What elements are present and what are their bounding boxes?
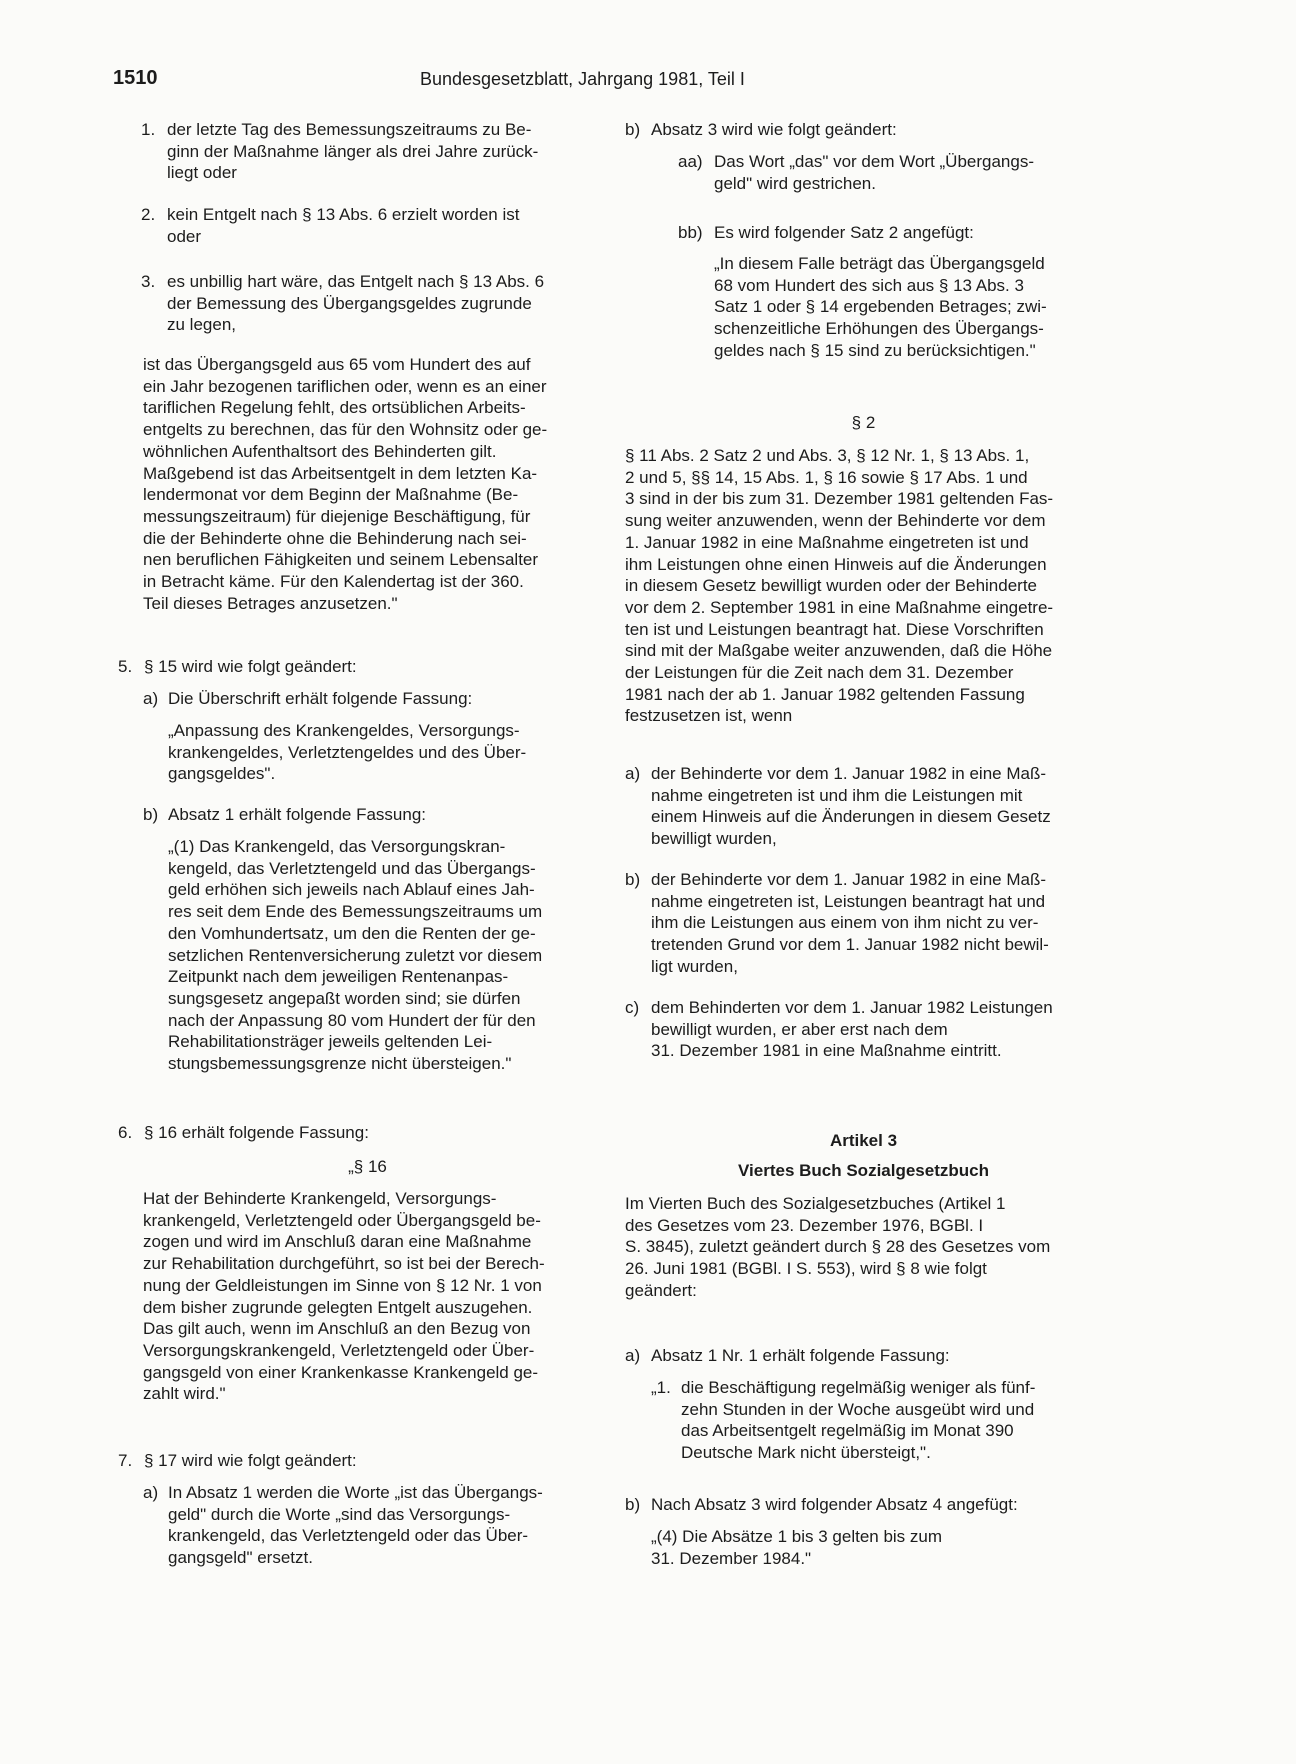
text-line: „Anpassung des Krankengeldes, Versorgungs- — [168, 721, 520, 740]
text-line: die der Behinderte ohne die Behinderung nach sei- — [143, 528, 527, 548]
text-line: entgelts zu berechnen, das für den Wohnsitz oder ge- — [143, 420, 548, 440]
text-line: ist das Übergangsgeld aus 65 vom Hundert des auf — [143, 355, 531, 374]
text-line: zur Rehabilitation durchgeführt, so ist bei der Berech- — [143, 1254, 545, 1274]
text-line: „In diesem Falle beträgt das Übergangsgeld — [714, 254, 1045, 273]
list-letter: b) — [625, 120, 641, 139]
text-line: sind mit der Maßgabe weiter anzuwenden, daß die Höhe — [625, 641, 1053, 661]
list-number: 7. — [118, 1451, 133, 1470]
list-number: „1. — [651, 1378, 671, 1397]
list-letter: b) — [625, 870, 641, 889]
article-heading: Artikel 3 — [829, 1131, 898, 1150]
text-line: der Behinderte vor dem 1. Januar 1982 in eine Maß- — [651, 764, 1047, 783]
text-line: oder — [167, 226, 202, 246]
list-letter: a) — [143, 1483, 159, 1502]
text-line: Satz 1 oder § 14 ergebenden Betrages; zwi- — [714, 297, 1047, 317]
text-line: Teil dieses Betrages anzusetzen." — [143, 593, 398, 613]
text-line: einem Hinweis auf die Änderungen in diesem Gesetz — [651, 807, 1051, 827]
list-item-5a: Die Überschrift erhält folgende Fassung: — [168, 689, 473, 708]
text-line: Im Vierten Buch des Sozialgesetzbuches (Artikel 1 — [625, 1194, 1006, 1213]
text-line: S. 3845), zuletzt geändert durch § 28 des Gesetzes vom — [625, 1237, 1051, 1257]
list-item-7a — [168, 1482, 592, 1569]
text-line: in Betracht käme. Für den Kalendertag ist der 360. — [143, 572, 524, 592]
list-letter: c) — [625, 998, 640, 1017]
quote-satz-2 — [714, 253, 1102, 362]
text-line: kein Entgelt nach § 13 Abs. 6 erzielt worden ist — [167, 205, 520, 224]
paragraph-16 — [143, 1188, 592, 1405]
text-line: gangsgeldes". — [168, 764, 276, 784]
text-line: bewilligt wurden, — [651, 829, 777, 849]
section-2-item-c — [651, 997, 1102, 1062]
text-line: geld erhöhen sich jeweils nach Ablauf eines Jah- — [168, 880, 535, 900]
text-line: die Beschäftigung regelmäßig weniger als fünf- — [681, 1378, 1036, 1397]
text-line: zu legen, — [167, 315, 236, 335]
list-letter: a) — [143, 689, 159, 708]
text-line: „(1) Das Krankengeld, das Versorgungskran- — [168, 837, 506, 856]
list-item-7: § 17 wird wie folgt geändert: — [144, 1451, 357, 1470]
text-line: den Vomhundertsatz, um den die Renten der ge- — [168, 923, 536, 943]
list-item-5b: Absatz 1 erhält folgende Fassung: — [168, 805, 426, 824]
text-line: 26. Juni 1981 (BGBl. I S. 553), wird § 8 wie folgt — [625, 1259, 987, 1279]
list-item-5: § 15 wird wie folgt geändert: — [144, 657, 357, 676]
list-item-6: § 16 erhält folgende Fassung: — [144, 1123, 369, 1142]
text-line: vor dem 2. September 1981 in eine Maßnahme eingetre- — [625, 597, 1054, 617]
text-line: krankengeldes, Verletztengeldes und des Über- — [168, 742, 527, 762]
text-line: Das Wort „das" vor dem Wort „Übergangs- — [714, 152, 1035, 171]
section-2-item-b — [651, 869, 1102, 978]
text-line: 2 und 5, §§ 14, 15 Abs. 1, § 16 sowie § 17 Abs. 1 und — [625, 467, 1028, 487]
running-head: Bundesgesetzblatt, Jahrgang 1981, Teil I — [420, 69, 745, 89]
text-line: tariflichen Regelung fehlt, des ortsüblichen Arbeits- — [143, 398, 526, 418]
text-line: krankengeld, Verletztengeld oder Übergangsgeld be- — [143, 1210, 541, 1230]
page-number: 1510 — [113, 67, 158, 89]
text-line: geändert: — [625, 1280, 697, 1300]
article-3-item-b: Nach Absatz 3 wird folgender Absatz 4 angefügt: — [651, 1495, 1018, 1514]
text-line: dem bisher zugrunde gelegten Entgelt auszugehen. — [143, 1297, 533, 1317]
list-item-2 — [167, 204, 592, 247]
list-item-1 — [167, 119, 592, 184]
list-number: 5. — [118, 657, 133, 676]
text-line: schenzeitliche Erhöhungen des Übergangs- — [714, 319, 1044, 339]
text-line: es unbillig hart wäre, das Entgelt nach § 13 Abs. 6 — [167, 272, 545, 291]
text-line: kengeld, das Verletztengeld und das Übergangs- — [168, 858, 536, 878]
list-letter: bb) — [678, 223, 703, 242]
text-line: ligt wurden, — [651, 956, 738, 976]
text-line: Das gilt auch, wenn im Anschluß an den Bezug von — [143, 1319, 531, 1339]
text-line: der Behinderte vor dem 1. Januar 1982 in eine Maß- — [651, 870, 1047, 889]
text-line: zahlt wird." — [143, 1384, 226, 1404]
text-line: sung weiter anzuwenden, wenn der Behinderte vor dem — [625, 511, 1046, 531]
text-line: Rehabilitationsträger jeweils geltenden Lei- — [168, 1032, 493, 1052]
text-line: gangsgeld" ersetzt. — [168, 1548, 313, 1568]
text-line: In Absatz 1 werden die Worte „ist das Übergangs- — [168, 1483, 543, 1502]
article-3-item-a: Absatz 1 Nr. 1 erhält folgende Fassung: — [651, 1346, 950, 1365]
text-line: Zeitpunkt nach dem jeweiligen Rentenanpas- — [168, 967, 509, 987]
text-line: res seit dem Ende des Bemessungszeitraums um — [168, 902, 543, 922]
list-item-3 — [167, 271, 592, 336]
text-line: nung der Geldleistungen im Sinne von § 12 Nr. 1 von — [143, 1275, 542, 1295]
text-line: geld" wird gestrichen. — [714, 173, 876, 193]
text-line: Hat der Behinderte Krankengeld, Versorgungs- — [143, 1189, 497, 1208]
text-line: des Gesetzes vom 23. Dezember 1976, BGBl. I — [625, 1215, 984, 1235]
item-bb: Es wird folgender Satz 2 angefügt: — [714, 223, 974, 242]
text-line: in diesem Gesetz bewilligt wurden oder der Behinderte — [625, 576, 1038, 596]
text-line: setzlichen Rentenversicherung zuletzt vor diesem — [168, 945, 543, 965]
text-line: nahme eingetreten ist und ihm die Leistungen mit — [651, 785, 1023, 805]
text-line: lendermonat vor dem Beginn der Maßnahme (Be- — [143, 485, 519, 505]
text-line: nen beruflichen Fähigkeiten und seinem Lebensalter — [143, 550, 539, 570]
list-number: 2. — [141, 205, 156, 224]
list-number: 1. — [141, 120, 156, 139]
section-heading-2: § 2 — [851, 413, 876, 432]
list-letter: a) — [625, 1346, 641, 1365]
text-line: 1981 nach der ab 1. Januar 1982 geltenden Fassung — [625, 684, 1025, 704]
list-number: 3. — [141, 272, 156, 291]
text-line: festzusetzen ist, wenn — [625, 706, 793, 726]
text-line: dem Behinderten vor dem 1. Januar 1982 Leistungen — [651, 998, 1053, 1017]
text-line: wöhnlichen Aufenthaltsort des Behinderten gilt. — [143, 441, 497, 461]
text-line: 3 sind in der bis zum 31. Dezember 1981 geltenden Fas- — [625, 489, 1054, 509]
text-line: ginn der Maßnahme länger als drei Jahre zurück- — [167, 141, 539, 161]
text-line: ten ist und Leistungen beantragt hat. Diese Vorschriften — [625, 619, 1044, 639]
list-letter: aa) — [678, 152, 703, 171]
text-line: krankengeld, das Verletztengeld oder das Über- — [168, 1526, 529, 1546]
text-line: ihm Leistungen ohne einen Hinweis auf die Änderungen — [625, 554, 1047, 574]
text-line: das Arbeitsentgelt regelmäßig im Monat 390 — [681, 1421, 1014, 1441]
text-line: tretenden Grund vor dem 1. Januar 1982 nicht bewil- — [651, 935, 1049, 955]
text-line: sungsgesetz angepaßt worden sind; sie dürfen — [168, 988, 521, 1008]
text-line: ein Jahr bezogenen tariflichen oder, wenn es an einer — [143, 376, 547, 396]
text-line: Maßgebend ist das Arbeitsentgelt in dem letzten Ka- — [143, 463, 538, 483]
text-line: liegt oder — [167, 163, 237, 183]
text-line: nahme eingetreten ist, Leistungen beantragt hat und — [651, 891, 1046, 911]
list-letter: b) — [143, 805, 159, 824]
text-line: Versorgungskrankengeld, Verletztengeld oder Über- — [143, 1340, 535, 1360]
list-letter: b) — [625, 1495, 641, 1514]
text-line: Deutsche Mark nicht übersteigt,". — [681, 1443, 931, 1463]
paragraph-article-3 — [625, 1193, 1102, 1302]
item-b-absatz-3: Absatz 3 wird wie folgt geändert: — [651, 120, 897, 139]
text-line: zehn Stunden in der Woche ausgeübt wird und — [681, 1399, 1035, 1419]
text-line: der letzte Tag des Bemessungszeitraums zu Be- — [167, 120, 532, 139]
list-letter: a) — [625, 764, 641, 783]
text-line: gangsgeld von einer Krankenkasse Krankengeld ge- — [143, 1362, 539, 1382]
paragraph-section-2 — [625, 445, 1102, 727]
quote-absatz-4 — [651, 1526, 1102, 1569]
text-line: geld" durch die Worte „sind das Versorgungs- — [168, 1504, 511, 1524]
text-line: stungsbemessungsgrenze nicht übersteigen." — [168, 1054, 512, 1074]
text-line: bewilligt wurden, er aber erst nach dem — [651, 1019, 948, 1039]
text-line: geldes nach § 15 sind zu berücksichtigen." — [714, 340, 1036, 360]
quote-absatz-1 — [168, 836, 592, 1075]
quote-ueberschrift — [168, 720, 592, 785]
text-line: 68 vom Hundert des sich aus § 13 Abs. 3 — [714, 275, 1024, 295]
text-line: ihm die Leistungen aus einem von ihm nicht zu ver- — [651, 913, 1039, 933]
text-line: zogen und wird im Anschluß daran eine Maßnahme — [143, 1232, 532, 1252]
paragraph-uebergangsgeld — [143, 354, 592, 614]
quote-nr-1 — [681, 1377, 1102, 1464]
section-2-item-a — [651, 763, 1102, 850]
text-line: 31. Dezember 1981 in eine Maßnahme eintritt. — [651, 1041, 1002, 1061]
item-aa — [714, 151, 1102, 194]
section-heading-16: „§ 16 — [348, 1157, 387, 1176]
text-line: der Leistungen für die Zeit nach dem 31. Dezember — [625, 663, 1014, 683]
text-line: „(4) Die Absätze 1 bis 3 gelten bis zum — [651, 1527, 943, 1546]
list-number: 6. — [118, 1123, 133, 1142]
text-line: der Bemessung des Übergangsgeldes zugrunde — [167, 293, 532, 313]
article-title: Viertes Buch Sozialgesetzbuch — [738, 1161, 989, 1180]
text-line: nach der Anpassung 80 vom Hundert der für den — [168, 1010, 536, 1030]
text-line: messungszeitraum) für diejenige Beschäftigung, für — [143, 506, 531, 526]
text-line: § 11 Abs. 2 Satz 2 und Abs. 3, § 12 Nr. 1, § 13 Abs. 1, — [625, 446, 1030, 465]
text-line: 31. Dezember 1984." — [651, 1548, 812, 1568]
text-line: 1. Januar 1982 in eine Maßnahme eingetreten ist und — [625, 532, 1029, 552]
